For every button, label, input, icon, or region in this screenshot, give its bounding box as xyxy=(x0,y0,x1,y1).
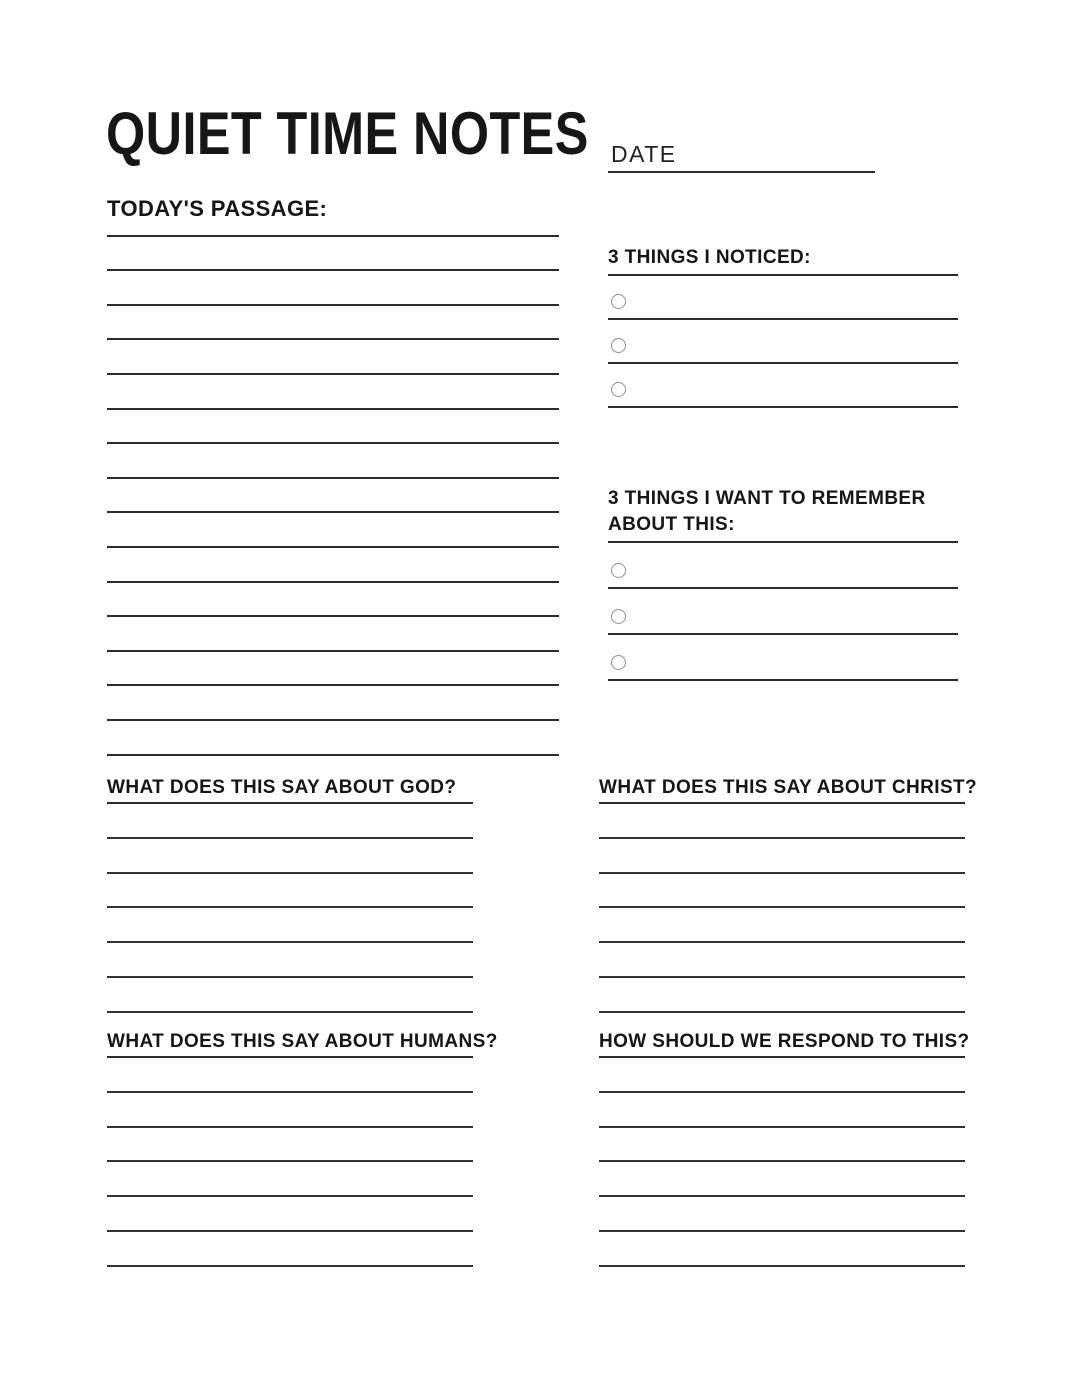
writing-line xyxy=(599,943,965,978)
writing-line xyxy=(107,410,559,445)
writing-line xyxy=(107,1162,473,1197)
about-god-heading: WHAT DOES THIS SAY ABOUT GOD? xyxy=(107,777,473,804)
bullet-circle-icon xyxy=(611,338,626,353)
section-about-god xyxy=(107,777,473,1013)
noticed-items xyxy=(608,276,958,408)
writing-line xyxy=(107,1128,473,1163)
writing-line xyxy=(599,1093,965,1128)
page-title: QUIET TIME NOTES xyxy=(106,100,589,167)
writing-line xyxy=(107,237,559,272)
writing-line xyxy=(107,652,559,687)
bullet-line-item xyxy=(608,543,958,589)
bullet-line-item xyxy=(608,276,958,320)
section-how-respond xyxy=(599,1031,970,1267)
date-label: DATE xyxy=(611,141,677,167)
about-god-lines xyxy=(107,804,473,1013)
about-christ-lines xyxy=(599,804,965,1013)
writing-line xyxy=(107,686,559,721)
how-respond-lines xyxy=(599,1058,965,1267)
remember-heading-line2: ABOUT THIS: xyxy=(608,514,735,535)
writing-line xyxy=(107,1058,473,1093)
writing-line xyxy=(599,978,965,1013)
bullet-circle-icon xyxy=(611,563,626,578)
bullet-line-item xyxy=(608,635,958,681)
section-about-christ xyxy=(599,777,978,1013)
writing-line xyxy=(107,375,559,410)
about-christ-heading: WHAT DOES THIS SAY ABOUT CHRIST? xyxy=(599,777,965,804)
writing-line xyxy=(107,721,559,756)
writing-line xyxy=(107,583,559,618)
writing-line xyxy=(107,1232,473,1267)
writing-line xyxy=(107,839,473,874)
writing-line xyxy=(107,479,559,514)
remember-items xyxy=(608,543,958,681)
writing-line xyxy=(107,1197,473,1232)
remember-heading-line1: 3 THINGS I WANT TO REMEMBER xyxy=(608,488,926,509)
writing-line xyxy=(107,617,559,652)
writing-line xyxy=(107,804,473,839)
writing-line xyxy=(107,444,559,479)
writing-line xyxy=(107,908,473,943)
bullet-circle-icon xyxy=(611,294,626,309)
passage-heading: TODAY'S PASSAGE: xyxy=(107,196,328,221)
bullet-circle-icon xyxy=(611,382,626,397)
writing-line xyxy=(599,874,965,909)
date-field xyxy=(608,141,875,173)
about-humans-heading: WHAT DOES THIS SAY ABOUT HUMANS? xyxy=(107,1031,473,1058)
bullet-line-item xyxy=(608,320,958,364)
writing-line xyxy=(107,340,559,375)
writing-line xyxy=(599,1128,965,1163)
writing-line xyxy=(107,513,559,548)
writing-line xyxy=(107,548,559,583)
writing-line xyxy=(599,1058,965,1093)
section-things-noticed xyxy=(608,247,958,408)
bullet-circle-icon xyxy=(611,609,626,624)
how-respond-heading: HOW SHOULD WE RESPOND TO THIS? xyxy=(599,1031,965,1058)
section-about-humans xyxy=(107,1031,498,1267)
remember-heading xyxy=(608,486,958,543)
writing-line xyxy=(107,271,559,306)
about-humans-lines xyxy=(107,1058,473,1267)
writing-line xyxy=(107,306,559,341)
noticed-heading: 3 THINGS I NOTICED: xyxy=(608,247,958,276)
writing-line xyxy=(107,978,473,1013)
writing-line xyxy=(599,839,965,874)
passage-lines xyxy=(107,202,559,756)
bullet-line-item xyxy=(608,364,958,408)
section-things-to-remember xyxy=(608,486,958,681)
writing-line xyxy=(599,1162,965,1197)
writing-line xyxy=(599,1232,965,1267)
writing-line xyxy=(107,943,473,978)
bullet-circle-icon xyxy=(611,655,626,670)
bullet-line-item xyxy=(608,589,958,635)
writing-line xyxy=(599,908,965,943)
writing-line xyxy=(599,1197,965,1232)
writing-line xyxy=(599,804,965,839)
writing-line xyxy=(107,1093,473,1128)
writing-line xyxy=(107,874,473,909)
writing-line xyxy=(107,202,559,237)
